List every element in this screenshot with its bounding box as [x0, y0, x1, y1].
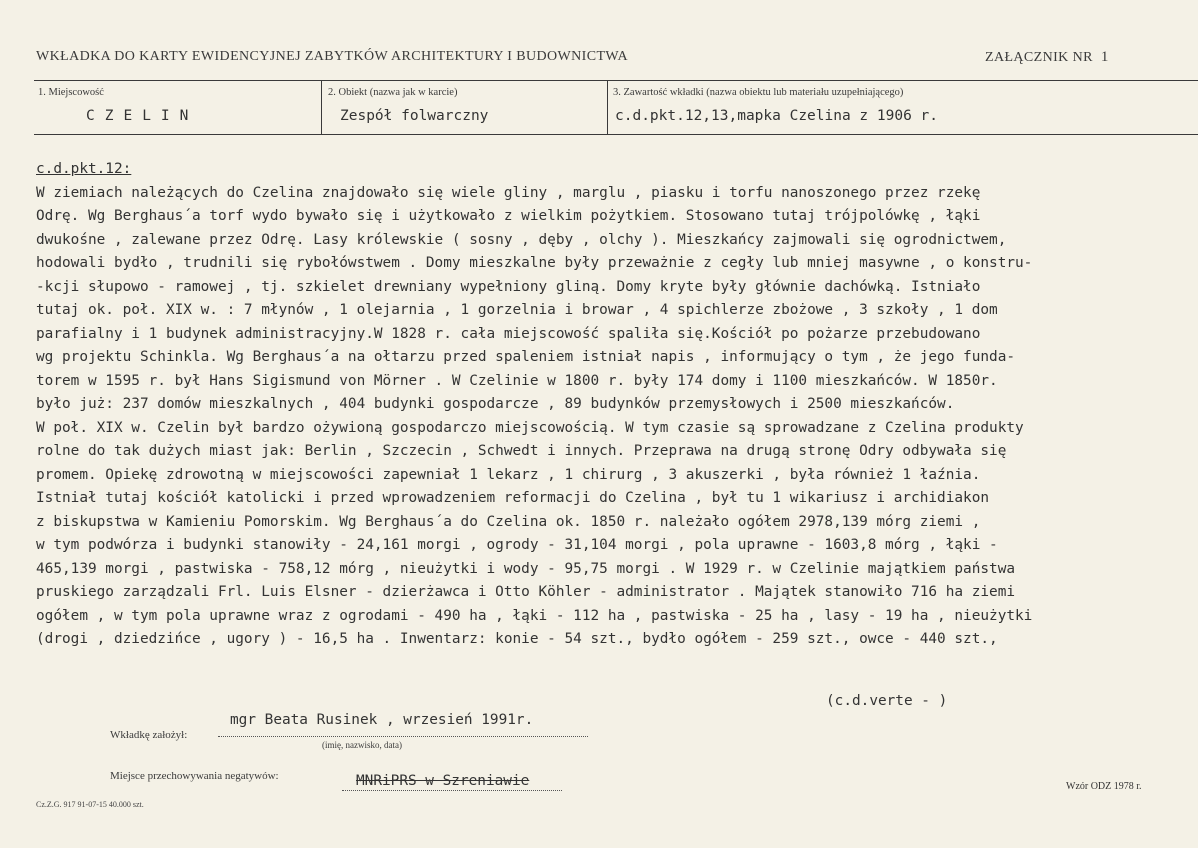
- author-value: mgr Beata Rusinek , wrzesień 1991r.: [230, 712, 534, 728]
- form-title: WKŁADKA DO KARTY EWIDENCYJNEJ ZABYTKÓW ARCHITEKTURY I BUDOWNICTWA: [36, 49, 628, 64]
- content-value: c.d.pkt.12,13,mapka Czelina z 1906 r.: [615, 108, 939, 124]
- box-bottom-border: [34, 134, 1198, 135]
- storage-label: Miejsce przechowywania negatywów:: [110, 770, 279, 782]
- body-line: (drogi , dziedzińce , ugory ) - 16,5 ha . Inwentarz: konie - 54 szt., bydło ogółem - 259 szt., owce - 440 szt.,: [36, 631, 998, 647]
- body-line: hodowali bydło , trudnili się rybołówstwem . Domy mieszkalne były przeważnie z cegły lub mniej masywne , o konstru-: [36, 255, 1033, 271]
- body-line: W poł. XIX w. Czelin był bardzo ożywioną gospodarczo miejscowością. W tym czasie są sprowadzane z Czelina produkty: [36, 419, 1024, 436]
- storage-value: MNRiPRS w Szreniawie: [356, 773, 530, 789]
- body-line: z biskupstwa w Kamieniu Pomorskim. Wg Berghaus´a do Czelina ok. 1850 r. należało ogółem 2978,139 mórg ziemi ,: [36, 513, 981, 530]
- box-top-border: [34, 80, 1198, 81]
- body-line: Istniał tutaj kościół katolicki i przed wprowadzeniem reformacji do Czelina , był tu 1 wikariusz i archidiakon: [36, 490, 990, 506]
- body-line: promem. Opiekę zdrowotną w miejscowości zapewniał 1 lekarz , 1 chirurg , 3 akuszerki , była również 1 łaźnia.: [36, 466, 981, 483]
- body-text: [36, 158, 1198, 652]
- continued-note: (c.d.verte - ): [826, 693, 948, 709]
- print-info: Cz.Z.G. 917 91-07-15 40.000 szt.: [36, 800, 144, 809]
- body-line: w tym podwórza i budynki stanowiły - 24,161 morgi , ogrody - 31,104 morgi , pola uprawne - 1603,8 mórg , łąki -: [36, 537, 998, 553]
- storage-dotted-line: [342, 790, 562, 791]
- form-model: Wzór ODZ 1978 r.: [1066, 781, 1142, 792]
- object-label: 2. Obiekt (nazwa jak w karcie): [328, 87, 458, 98]
- body-line: -kcji słupowo - ramowej , tj. szkielet drewniany wypełniony gliną. Domy kryte były głównie dachówką. Istniało: [36, 278, 981, 295]
- place-value: CZELIN: [86, 108, 199, 124]
- body-line: było już: 237 domów mieszkalnych , 404 budynki gospodarcze , 89 budynków przemysłowych i 2500 mieszkańców.: [36, 396, 955, 412]
- body-line: wg projektu Schinkla. Wg Berghaus´a na ołtarzu przed spaleniem istniał napis , informujący o tym , że jego funda-: [36, 349, 1016, 365]
- box-divider-1: [321, 80, 322, 134]
- annex-number: 1: [1100, 49, 1109, 65]
- author-label: Wkładkę założył:: [110, 729, 188, 741]
- author-caption: (imię, nazwisko, data): [322, 740, 402, 750]
- body-line: parafialny i 1 budynek administracyjny.W 1828 r. cała miejscowość spaliła się.Kościół po pożarze przebudowano: [36, 325, 981, 342]
- author-dotted-line: [218, 736, 588, 737]
- place-label: 1. Miejscowość: [38, 87, 104, 98]
- box-divider-2: [607, 80, 608, 134]
- body-line: ogółem , w tym pola uprawne wraz z ogrodami - 490 ha , łąki - 112 ha , pastwiska - 25 ha , lasy - 19 ha , nieużytki: [36, 607, 1033, 624]
- content-label: 3. Zawartość wkładki (nazwa obiektu lub materiału uzupełniającego): [613, 87, 904, 98]
- body-line: W ziemiach należących do Czelina znajdowało się wiele gliny , marglu , piasku i torfu nanoszonego przez rzekę: [36, 184, 981, 201]
- body-line: dwukośne , zalewane przez Odrę. Lasy królewskie ( sosny , dęby , olchy ). Mieszkańcy zajmowali się ogrodnictwem,: [36, 231, 1007, 248]
- section-heading: c.d.pkt.12:: [36, 161, 132, 177]
- annex-label-group: [985, 49, 1109, 66]
- body-line: 465,139 morgi , pastwiska - 758,12 mórg , nieużytki i wody - 95,75 morgi . W 1929 r. w Czelinie majątkiem państwa: [36, 560, 1016, 577]
- body-line: torem w 1595 r. był Hans Sigismund von Mörner . W Czelinie w 1800 r. były 174 domy i 1100 mieszkańców. W 1850r.: [36, 372, 998, 389]
- object-value: Zespół folwarczny: [340, 108, 489, 124]
- annex-label: ZAŁĄCZNIK NR: [985, 50, 1093, 65]
- body-line: pruskiego zarządzali Frl. Luis Elsner - dzierżawca i Otto Köhler - administrator . Majątek stanowiło 716 ha ziemi: [36, 584, 1016, 600]
- body-line: tutaj ok. poł. XIX w. : 7 młynów , 1 olejarnia , 1 gorzelnia i browar , 4 spichlerze zbożowe , 3 szkoły , 1 dom: [36, 302, 998, 318]
- body-line: rolne do tak dużych miast jak: Berlin , Szczecin , Schwedt i innych. Przeprawa na drugą stronę Odry odbywała się: [36, 443, 1007, 459]
- body-line: Odrę. Wg Berghaus´a torf wydo bywało się i użytkowało z wielkim pożytkiem. Stosowano tutaj trójpolówkę , łąki: [36, 208, 981, 224]
